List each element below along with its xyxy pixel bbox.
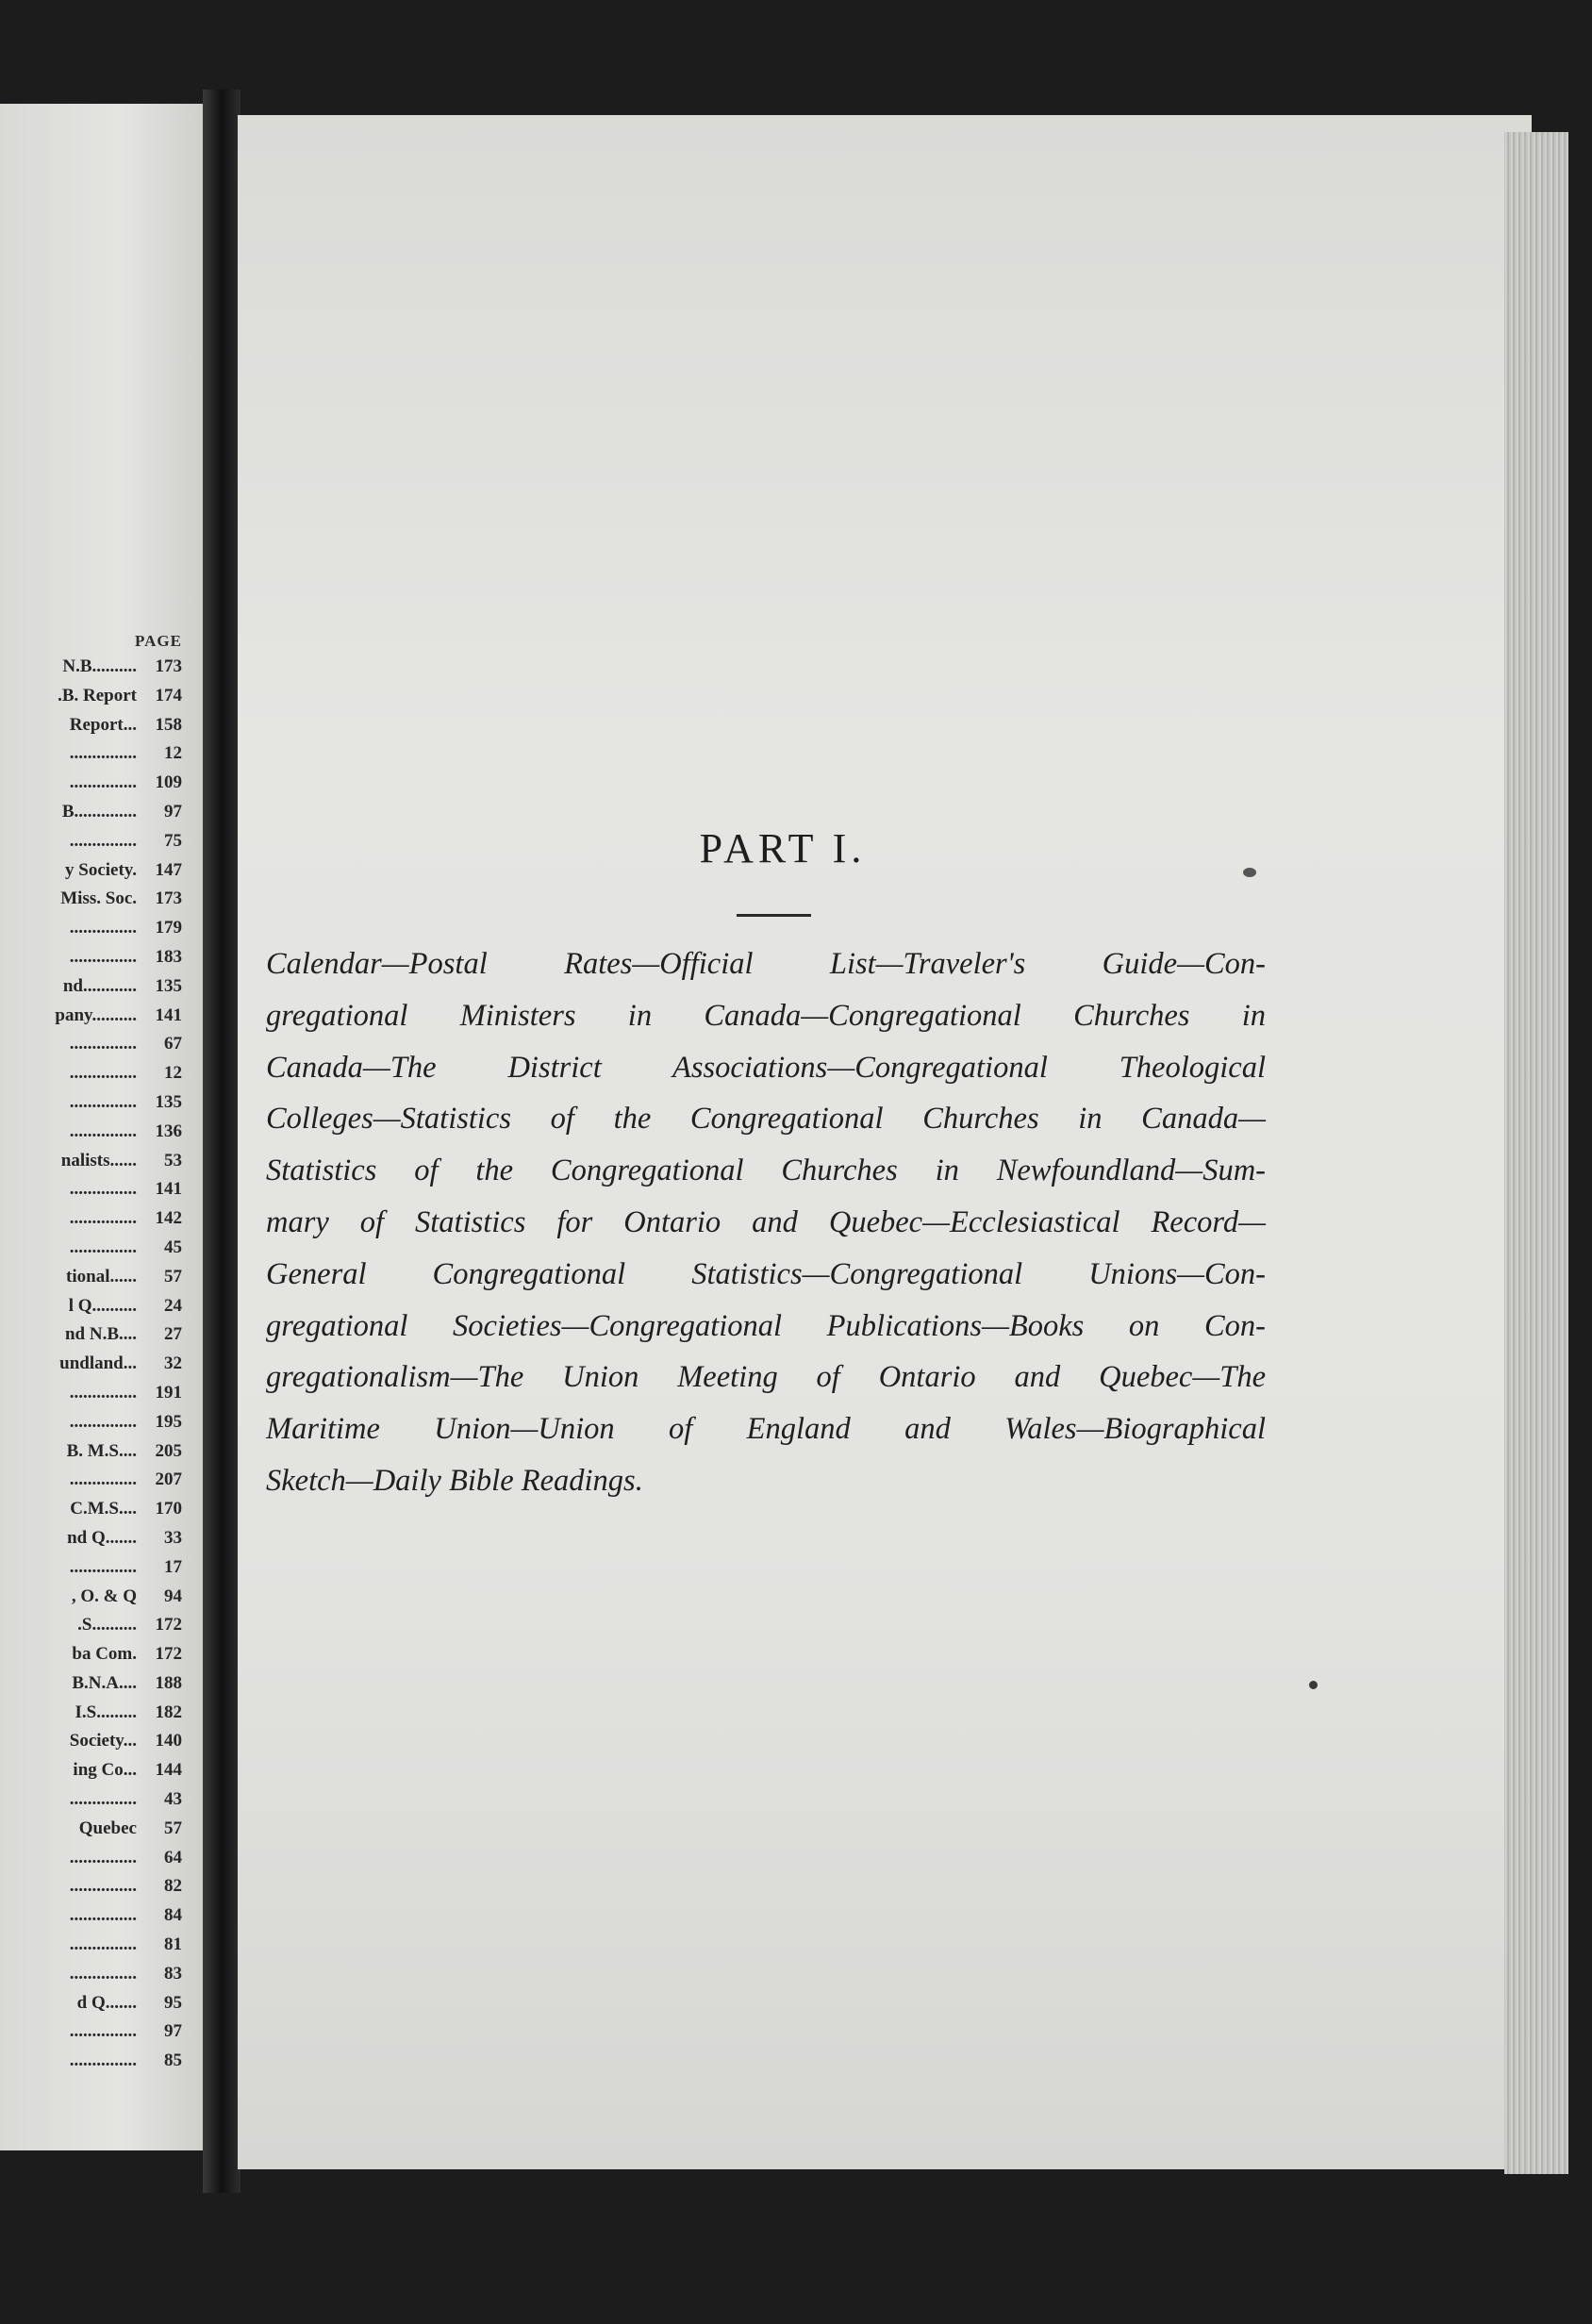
index-entry-text: ............... bbox=[69, 830, 137, 851]
index-entry-text: ............... bbox=[69, 918, 137, 938]
index-row bbox=[0, 1727, 182, 1756]
index-entry-page: 45 bbox=[164, 1237, 182, 1257]
index-entry-text: .B. Report bbox=[58, 685, 137, 706]
index-entry-page: 205 bbox=[155, 1440, 182, 1461]
index-entry-page: 33 bbox=[164, 1527, 182, 1548]
index-row bbox=[0, 856, 182, 886]
index-entry-page: 97 bbox=[164, 801, 182, 822]
index-entry-text: ............... bbox=[69, 946, 137, 967]
index-entry-page: 158 bbox=[155, 714, 182, 735]
left-page bbox=[0, 104, 203, 2150]
index-row bbox=[0, 1118, 182, 1147]
index-entry-text: ............... bbox=[69, 1963, 137, 1984]
contents-line: Sketch—Daily Bible Readings. bbox=[266, 1463, 643, 1498]
index-list bbox=[0, 630, 182, 2076]
contents-line: Maritime Union—Union of England and Wales—Biographical bbox=[266, 1412, 1266, 1447]
index-entry-text: nd Q....... bbox=[67, 1527, 137, 1548]
index-entry-text: Miss. Soc. bbox=[60, 888, 137, 909]
index-entry-text: Quebec bbox=[78, 1818, 137, 1838]
index-entry-text: ............... bbox=[69, 1208, 137, 1229]
index-entry-page: 17 bbox=[164, 1556, 182, 1577]
index-entry-text: pany.......... bbox=[55, 1004, 137, 1025]
index-rows bbox=[0, 653, 182, 2076]
index-row bbox=[0, 798, 182, 827]
index-row bbox=[0, 1553, 182, 1583]
index-entry-text: ............... bbox=[69, 1934, 137, 1955]
index-entry-text: ............... bbox=[69, 2021, 137, 2042]
index-row bbox=[0, 653, 182, 682]
index-entry-page: 173 bbox=[155, 888, 182, 909]
index-entry-page: 83 bbox=[164, 1963, 182, 1984]
index-entry-text: undland... bbox=[59, 1353, 137, 1374]
contents-line: Colleges—Statistics of the Congregational Churches in Canada— bbox=[266, 1102, 1266, 1137]
index-entry-page: 173 bbox=[155, 656, 182, 676]
index-row bbox=[0, 972, 182, 1002]
index-entry-text: ing Co... bbox=[73, 1760, 137, 1781]
index-row bbox=[0, 1204, 182, 1234]
contents-line: mary of Statistics for Ontario and Quebec—Ecclesiastical Record— bbox=[266, 1204, 1266, 1239]
index-entry-page: 82 bbox=[164, 1876, 182, 1897]
index-entry-text: ba Com. bbox=[72, 1644, 137, 1665]
index-entry-text: ............... bbox=[69, 1556, 137, 1577]
index-entry-page: 170 bbox=[155, 1499, 182, 1519]
book-gutter bbox=[203, 90, 240, 2193]
index-row bbox=[0, 827, 182, 856]
index-entry-page: 195 bbox=[155, 1411, 182, 1432]
index-entry-page: 85 bbox=[164, 2050, 182, 2071]
index-entry-page: 179 bbox=[155, 918, 182, 938]
index-entry-text: y Society. bbox=[65, 859, 137, 880]
index-row bbox=[0, 885, 182, 914]
index-entry-text: ............... bbox=[69, 1382, 137, 1403]
index-entry-page: 64 bbox=[164, 1847, 182, 1868]
index-entry-text: nd N.B.... bbox=[64, 1324, 137, 1345]
index-entry-page: 135 bbox=[155, 1091, 182, 1112]
contents-line: Calendar—Postal Rates—Official List—Traveler's Guide—Con- bbox=[266, 947, 1266, 981]
contents-line: General Congregational Statistics—Congregational Unions—Con- bbox=[266, 1256, 1266, 1291]
index-entry-page: 43 bbox=[164, 1789, 182, 1810]
index-row bbox=[0, 1669, 182, 1699]
contents-line: Statistics of the Congregational Churches in Newfoundland—Sum- bbox=[266, 1154, 1266, 1188]
index-row bbox=[0, 1234, 182, 1263]
index-entry-text: d Q....... bbox=[76, 1992, 137, 2013]
index-row bbox=[0, 1350, 182, 1379]
index-entry-page: 140 bbox=[155, 1731, 182, 1751]
index-entry-page: 24 bbox=[164, 1295, 182, 1316]
index-entry-page: 182 bbox=[155, 1702, 182, 1722]
index-row bbox=[0, 1699, 182, 1728]
scan-blemish bbox=[1309, 1681, 1318, 1689]
index-entry-text: I.S......... bbox=[75, 1702, 137, 1722]
index-entry-text: ............... bbox=[69, 1905, 137, 1926]
index-row bbox=[0, 2047, 182, 2076]
index-entry-page: 147 bbox=[155, 859, 182, 880]
index-entry-page: 75 bbox=[164, 830, 182, 851]
index-row bbox=[0, 1844, 182, 1873]
index-entry-page: 57 bbox=[164, 1818, 182, 1838]
index-entry-page: 142 bbox=[155, 1208, 182, 1229]
contents-line: gregational Societies—Congregational Publications—Books on Con- bbox=[266, 1308, 1266, 1343]
index-entry-text: B. M.S.... bbox=[66, 1440, 137, 1461]
index-row bbox=[0, 2017, 182, 2047]
index-entry-page: 84 bbox=[164, 1905, 182, 1926]
index-entry-text: ............... bbox=[69, 1847, 137, 1868]
index-row bbox=[0, 1872, 182, 1901]
index-entry-text: ............... bbox=[69, 1120, 137, 1141]
index-entry-page: 94 bbox=[164, 1585, 182, 1606]
index-row bbox=[0, 1583, 182, 1612]
contents-line: Canada—The District Associations—Congregational Theological bbox=[266, 1050, 1266, 1085]
index-row bbox=[0, 1901, 182, 1931]
index-entry-page: 136 bbox=[155, 1120, 182, 1141]
index-row bbox=[0, 1030, 182, 1059]
index-entry-page: 81 bbox=[164, 1934, 182, 1955]
index-entry-page: 32 bbox=[164, 1353, 182, 1374]
index-entry-page: 188 bbox=[155, 1672, 182, 1693]
index-entry-text: ............... bbox=[69, 2050, 137, 2071]
index-entry-page: 207 bbox=[155, 1469, 182, 1490]
part-contents bbox=[266, 938, 1266, 1507]
index-row bbox=[0, 769, 182, 798]
index-entry-text: N.B.......... bbox=[62, 656, 137, 676]
index-row bbox=[0, 943, 182, 972]
index-entry-page: 57 bbox=[164, 1266, 182, 1286]
index-row bbox=[0, 682, 182, 711]
index-entry-text: ............... bbox=[69, 1237, 137, 1257]
index-row bbox=[0, 1640, 182, 1669]
index-row bbox=[0, 1175, 182, 1204]
index-entry-text: .S.......... bbox=[77, 1615, 137, 1635]
index-row bbox=[0, 1960, 182, 1989]
index-entry-text: ............... bbox=[69, 1876, 137, 1897]
index-entry-text: ............... bbox=[69, 1469, 137, 1490]
index-entry-text: C.M.S.... bbox=[70, 1499, 137, 1519]
index-entry-text: ............... bbox=[69, 1411, 137, 1432]
index-row bbox=[0, 1989, 182, 2018]
index-entry-page: 97 bbox=[164, 2021, 182, 2042]
index-entry-text: B.............. bbox=[61, 801, 137, 822]
index-row bbox=[0, 1815, 182, 1844]
index-row bbox=[0, 1408, 182, 1437]
part-title: PART I. bbox=[699, 825, 867, 872]
index-entry-page: 95 bbox=[164, 1992, 182, 2013]
index-row bbox=[0, 1785, 182, 1815]
index-entry-text: Society... bbox=[69, 1731, 137, 1751]
index-entry-text: nalists...... bbox=[60, 1150, 137, 1170]
index-row bbox=[0, 1495, 182, 1524]
contents-line: gregational Ministers in Canada—Congregational Churches in bbox=[266, 998, 1266, 1033]
title-rule bbox=[737, 914, 811, 917]
index-row bbox=[0, 739, 182, 769]
index-entry-page: 109 bbox=[155, 772, 182, 793]
index-entry-text: B.N.A.... bbox=[72, 1672, 137, 1693]
index-row bbox=[0, 1437, 182, 1467]
contents-line: gregationalism—The Union Meeting of Ontario and Quebec—The bbox=[266, 1360, 1266, 1395]
index-row bbox=[0, 1931, 182, 1960]
index-entry-page: 12 bbox=[164, 1063, 182, 1084]
index-entry-text: nd............ bbox=[62, 975, 137, 996]
index-entry-page: 144 bbox=[155, 1760, 182, 1781]
index-row bbox=[0, 1059, 182, 1088]
index-row bbox=[0, 914, 182, 943]
index-entry-text: ............... bbox=[69, 1179, 137, 1200]
index-entry-text: ............... bbox=[69, 1789, 137, 1810]
index-entry-text: ............... bbox=[69, 1034, 137, 1054]
index-entry-page: 12 bbox=[164, 743, 182, 764]
index-entry-text: , O. & Q bbox=[71, 1585, 137, 1606]
index-entry-page: 174 bbox=[155, 685, 182, 706]
index-row bbox=[0, 1756, 182, 1785]
index-row bbox=[0, 1147, 182, 1176]
index-entry-page: 183 bbox=[155, 946, 182, 967]
index-entry-page: 53 bbox=[164, 1150, 182, 1170]
index-entry-text: tional...... bbox=[66, 1266, 137, 1286]
index-row bbox=[0, 1379, 182, 1408]
index-row bbox=[0, 1320, 182, 1350]
index-page-header: PAGE bbox=[135, 632, 182, 650]
index-entry-text: ............... bbox=[69, 1063, 137, 1084]
index-entry-text: ............... bbox=[69, 1091, 137, 1112]
index-entry-page: 67 bbox=[164, 1034, 182, 1054]
index-entry-text: Report... bbox=[69, 714, 137, 735]
index-row bbox=[0, 1292, 182, 1321]
index-entry-page: 141 bbox=[155, 1179, 182, 1200]
index-row bbox=[0, 1263, 182, 1292]
index-row bbox=[0, 1466, 182, 1495]
index-entry-text: l Q.......... bbox=[68, 1295, 137, 1316]
index-entry-text: ............... bbox=[69, 743, 137, 764]
scan-blemish bbox=[1243, 868, 1256, 877]
index-entry-page: 27 bbox=[164, 1324, 182, 1345]
index-entry-page: 191 bbox=[155, 1382, 182, 1403]
index-row bbox=[0, 1611, 182, 1640]
index-entry-text: ............... bbox=[69, 772, 137, 793]
index-row bbox=[0, 1002, 182, 1031]
index-entry-page: 135 bbox=[155, 975, 182, 996]
page-edge bbox=[1504, 132, 1568, 2174]
index-entry-page: 172 bbox=[155, 1644, 182, 1665]
index-entry-page: 172 bbox=[155, 1615, 182, 1635]
index-row bbox=[0, 711, 182, 740]
index-entry-page: 141 bbox=[155, 1004, 182, 1025]
index-row bbox=[0, 1524, 182, 1553]
index-row bbox=[0, 1088, 182, 1118]
